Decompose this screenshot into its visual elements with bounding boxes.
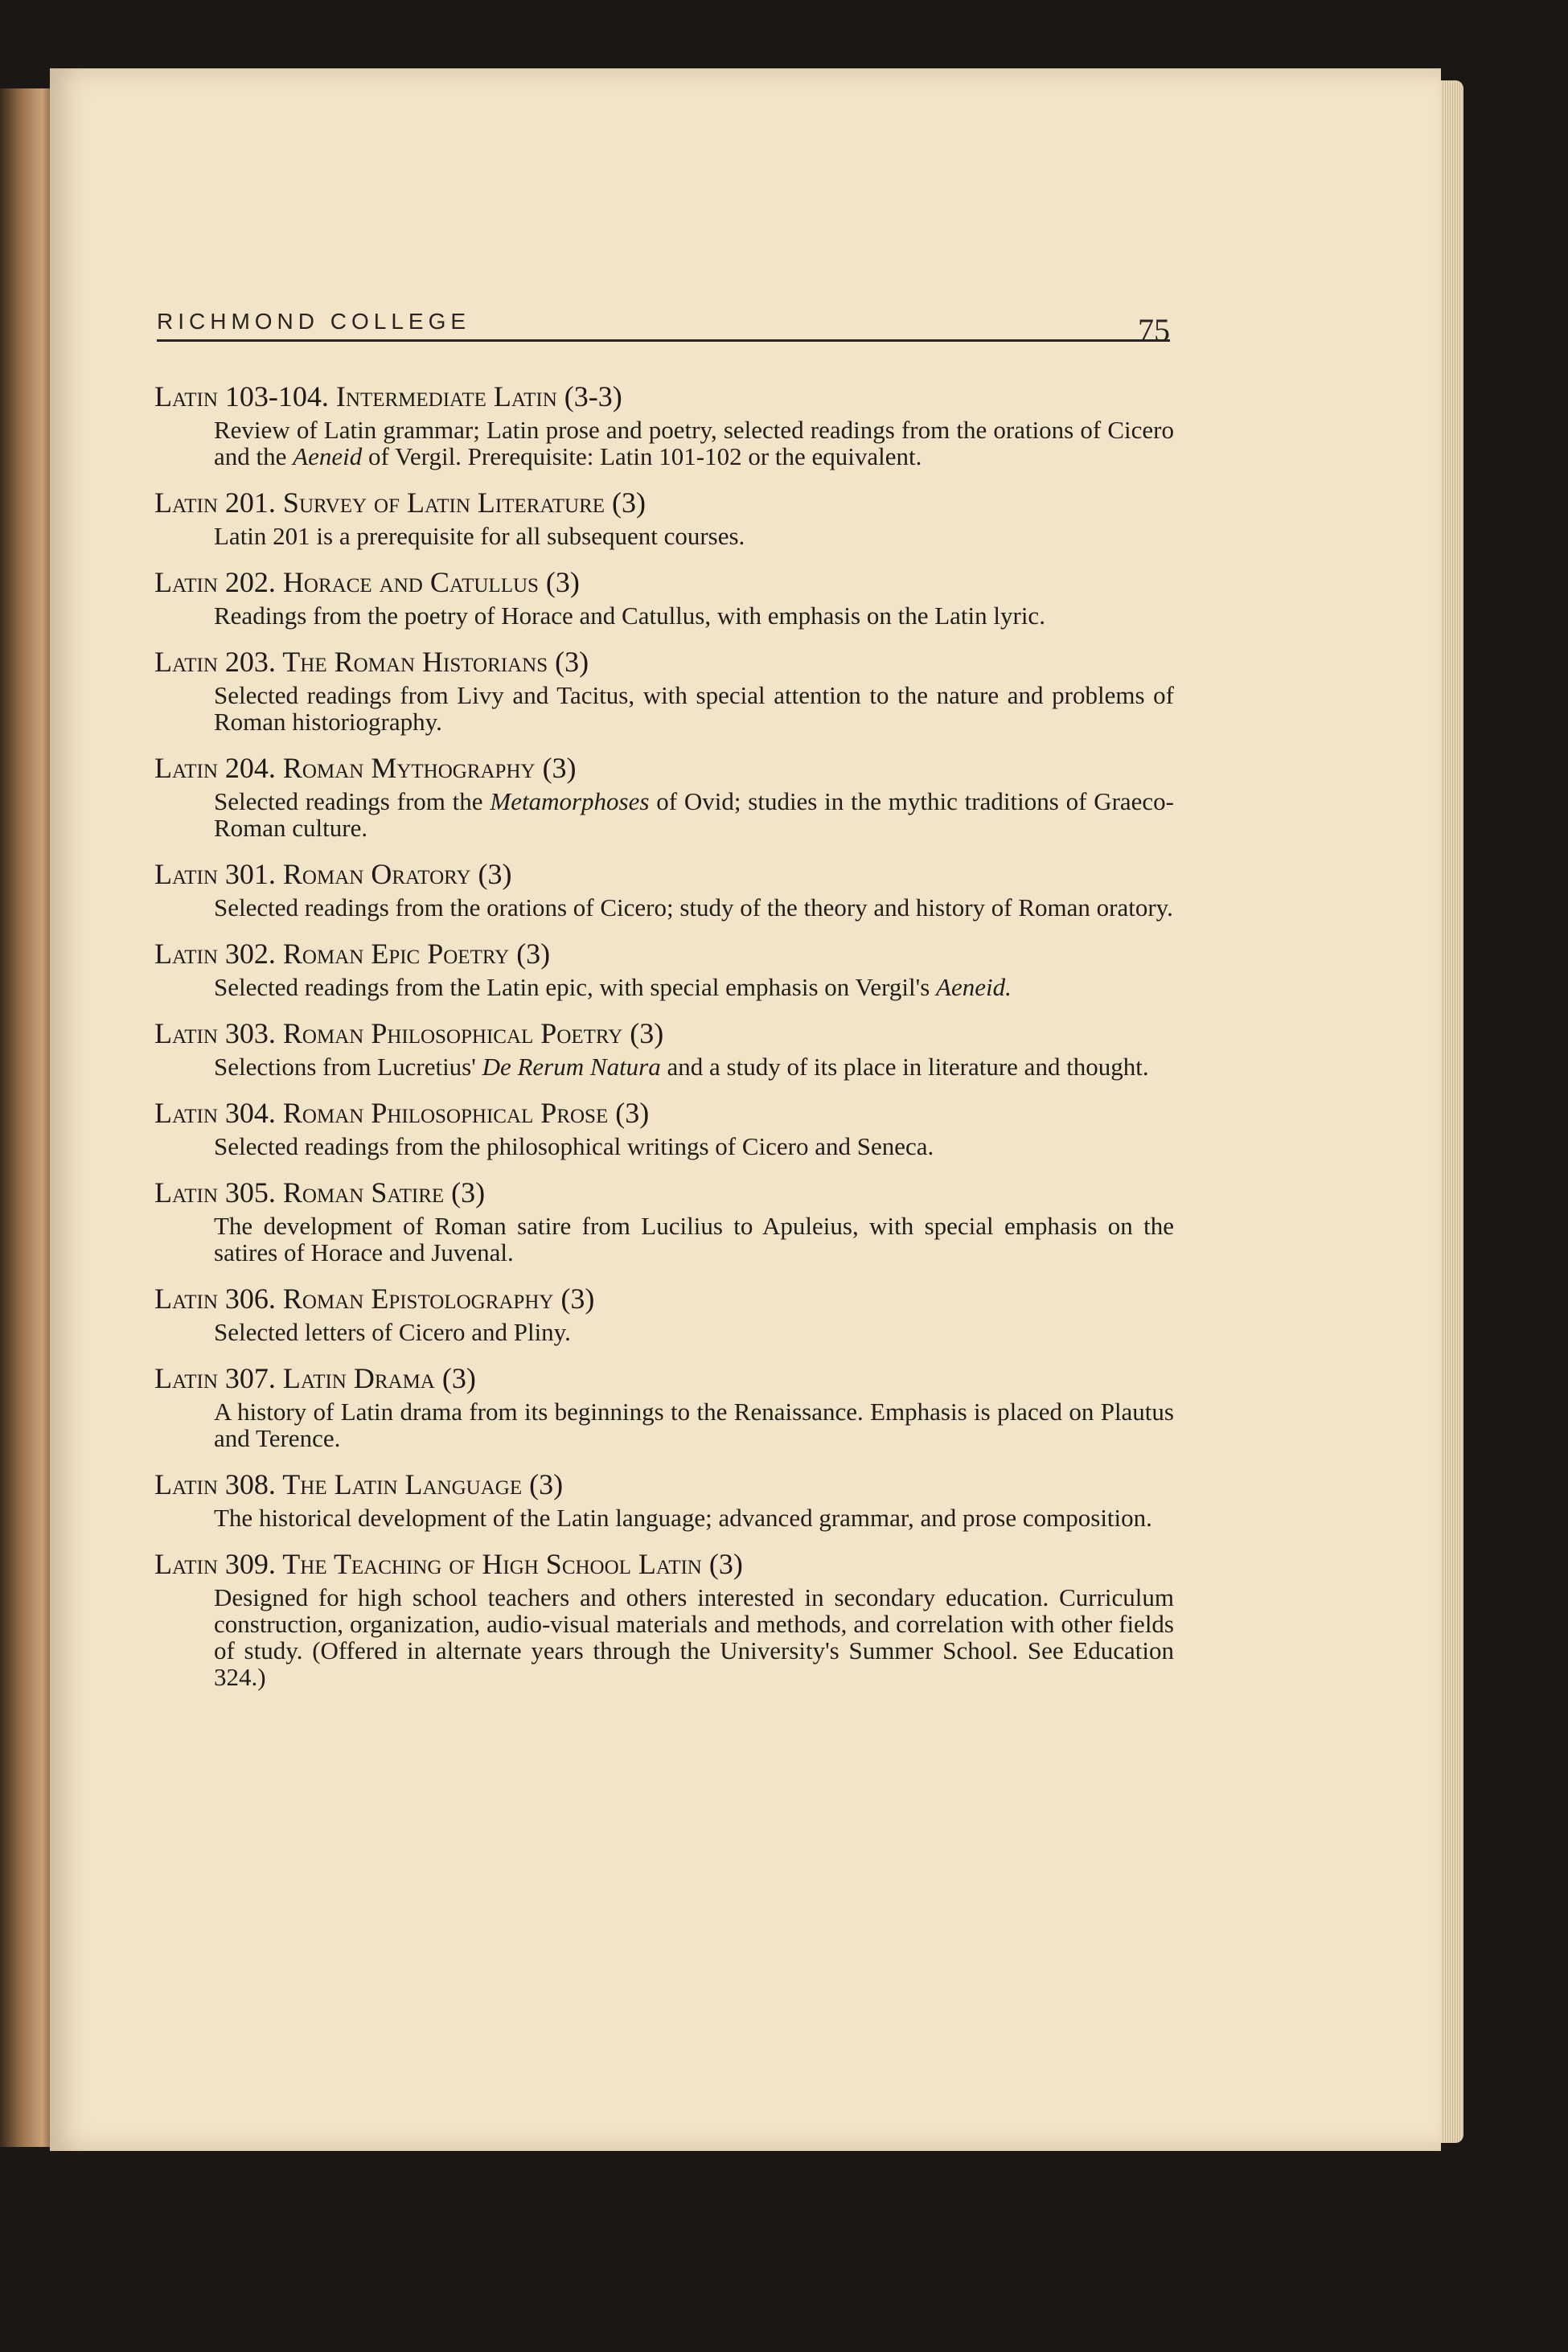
course-title: Latin 309. The Teaching of High School Latin (3) <box>154 1548 743 1580</box>
course-entry <box>154 1172 1174 1266</box>
course-title: Latin 306. Roman Epistolography (3) <box>154 1283 595 1315</box>
course-title: Latin 202. Horace and Catullus (3) <box>154 566 580 598</box>
course-description: Selected readings from the philosophical writings of Cicero and Seneca. <box>214 1132 934 1160</box>
course-entry <box>154 1544 1174 1690</box>
course-title: Latin 308. The Latin Language (3) <box>154 1468 564 1500</box>
course-entry <box>154 934 1174 1000</box>
course-entry <box>154 1013 1174 1080</box>
book-spine-edge <box>0 88 56 2147</box>
course-description: The development of Roman satire from Lucilius to Apuleius, with special emphasis on the satires of Horace and Juvenal. <box>214 1212 1174 1266</box>
course-entry <box>154 562 1174 629</box>
course-title: Latin 301. Roman Oratory (3) <box>154 858 512 890</box>
course-description: Selected readings from the Latin epic, with special emphasis on Vergil's Aeneid. <box>214 973 1012 1001</box>
course-list <box>154 376 1174 1703</box>
course-description: Selected readings from the orations of Cicero; study of the theory and history of Roman oratory. <box>214 893 1173 922</box>
course-entry <box>154 1093 1174 1160</box>
running-head: RICHMOND COLLEGE <box>157 309 471 334</box>
course-description: Latin 201 is a prerequisite for all subsequent courses. <box>214 522 745 550</box>
course-title: Latin 302. Roman Epic Poetry (3) <box>154 938 551 970</box>
course-description: Selected readings from Livy and Tacitus, with special attention to the nature and problems of Roman historiography. <box>214 681 1174 736</box>
course-description: Selected letters of Cicero and Pliny. <box>214 1318 571 1346</box>
course-entry <box>154 1464 1174 1531</box>
course-entry <box>154 376 1174 470</box>
course-title: Latin 307. Latin Drama (3) <box>154 1362 476 1394</box>
course-description: Selections from Lucretius' De Rerum Natura and a study of its place in literature and thought. <box>214 1053 1149 1081</box>
course-title: Latin 303. Roman Philosophical Poetry (3) <box>154 1017 664 1049</box>
course-title: Latin 204. Roman Mythography (3) <box>154 752 577 784</box>
course-entry <box>154 642 1174 735</box>
course-title: Latin 103-104. Intermediate Latin (3-3) <box>154 380 622 413</box>
course-entry <box>154 482 1174 549</box>
course-description: Readings from the poetry of Horace and Catullus, with emphasis on the Latin lyric. <box>214 601 1045 630</box>
page-stack-edge <box>1441 80 1463 2143</box>
page-header <box>157 281 1170 348</box>
course-title: Latin 201. Survey of Latin Literature (3) <box>154 486 646 519</box>
course-title: Latin 305. Roman Satire (3) <box>154 1176 486 1209</box>
course-entry <box>154 748 1174 841</box>
course-entry <box>154 854 1174 921</box>
course-description: A history of Latin drama from its beginnings to the Renaissance. Emphasis is placed on Plautus and Terence. <box>214 1398 1174 1452</box>
course-title: Latin 304. Roman Philosophical Prose (3) <box>154 1097 650 1129</box>
course-title: Latin 203. The Roman Historians (3) <box>154 646 589 678</box>
course-description: Selected readings from the Metamorphoses of Ovid; studies in the mythic traditions of Graeco-Roman culture. <box>214 787 1175 842</box>
course-entry <box>154 1279 1174 1345</box>
page-number: 75 <box>1138 312 1170 348</box>
course-description: The historical development of the Latin language; advanced grammar, and prose composition. <box>214 1504 1152 1532</box>
course-entry <box>154 1358 1174 1451</box>
course-description: Review of Latin grammar; Latin prose and poetry, selected readings from the orations of Cicero and the Aeneid of Vergil. Prerequisite: Latin 101-102 or the equivalent. <box>214 416 1174 470</box>
course-description: Designed for high school teachers and others interested in secondary education. Curriculum construction, organization, audio-visual materials and methods, and correlation with other fields of study. (Offered in alternate years through the University's Summer School. See Education 324.) <box>214 1583 1174 1691</box>
